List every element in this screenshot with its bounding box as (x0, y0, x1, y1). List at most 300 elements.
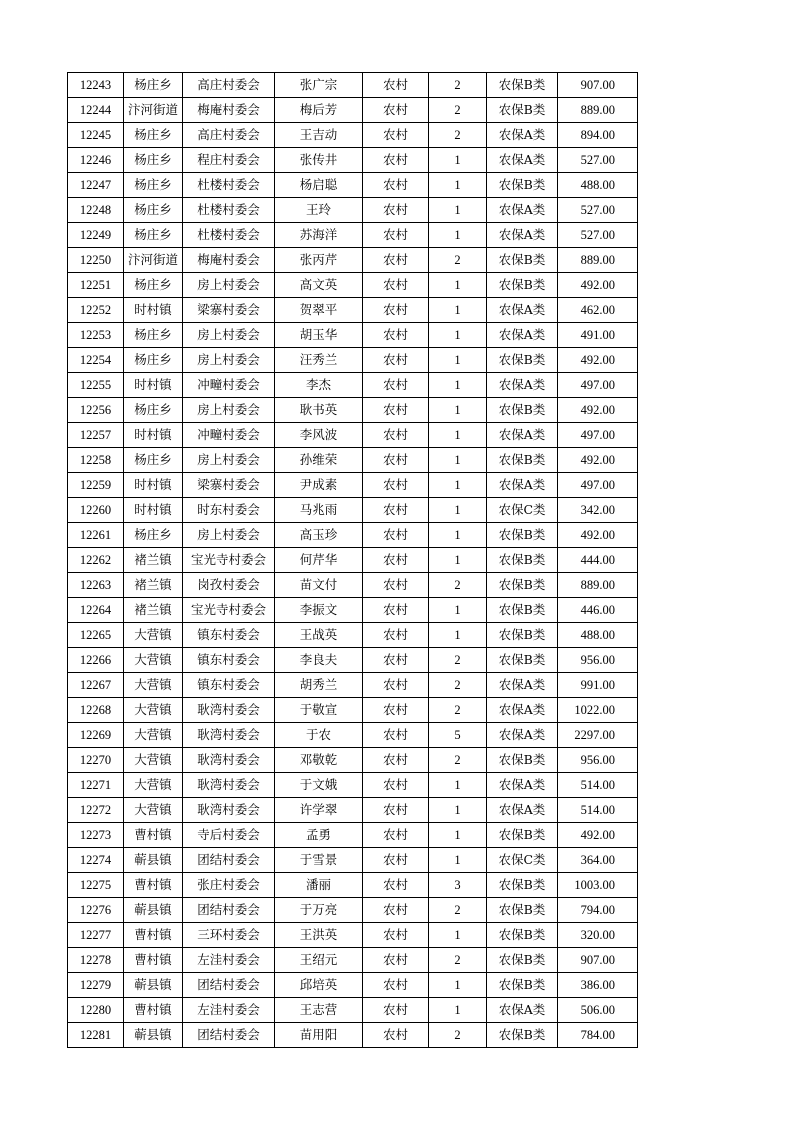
amount-cell: 497.00 (558, 423, 638, 448)
table-row (68, 273, 638, 298)
person-count-cell: 1 (429, 798, 487, 823)
record-id-cell: 12247 (68, 173, 124, 198)
category-cell: 农保B类 (487, 248, 558, 273)
category-cell: 农保A类 (487, 423, 558, 448)
category-cell: 农保B类 (487, 273, 558, 298)
household-type-cell: 农村 (363, 748, 429, 773)
table-row (68, 123, 638, 148)
record-id-cell: 12248 (68, 198, 124, 223)
table-row (68, 473, 638, 498)
village-cell: 杜楼村委会 (183, 223, 275, 248)
category-cell: 农保A类 (487, 473, 558, 498)
record-id-cell: 12265 (68, 623, 124, 648)
town-cell: 蕲县镇 (124, 973, 183, 998)
category-cell: 农保B类 (487, 823, 558, 848)
person-name-cell: 邓敬乾 (275, 748, 363, 773)
amount-cell: 492.00 (558, 348, 638, 373)
category-cell: 农保B类 (487, 98, 558, 123)
person-count-cell: 2 (429, 673, 487, 698)
town-cell: 时村镇 (124, 473, 183, 498)
category-cell: 农保A类 (487, 698, 558, 723)
person-count-cell: 1 (429, 598, 487, 623)
household-type-cell: 农村 (363, 673, 429, 698)
village-cell: 耿湾村委会 (183, 698, 275, 723)
record-id-cell: 12268 (68, 698, 124, 723)
record-id-cell: 12251 (68, 273, 124, 298)
person-name-cell: 于万亮 (275, 898, 363, 923)
category-cell: 农保A类 (487, 773, 558, 798)
amount-cell: 492.00 (558, 523, 638, 548)
table-row (68, 523, 638, 548)
record-id-cell: 12269 (68, 723, 124, 748)
village-cell: 宝光寺村委会 (183, 548, 275, 573)
record-id-cell: 12244 (68, 98, 124, 123)
person-name-cell: 李良夫 (275, 648, 363, 673)
category-cell: 农保B类 (487, 873, 558, 898)
category-cell: 农保B类 (487, 648, 558, 673)
amount-cell: 514.00 (558, 798, 638, 823)
town-cell: 汴河街道 (124, 248, 183, 273)
village-cell: 房上村委会 (183, 398, 275, 423)
person-count-cell: 1 (429, 473, 487, 498)
town-cell: 杨庄乡 (124, 73, 183, 98)
town-cell: 时村镇 (124, 373, 183, 398)
record-id-cell: 12256 (68, 398, 124, 423)
household-type-cell: 农村 (363, 523, 429, 548)
household-type-cell: 农村 (363, 623, 429, 648)
household-type-cell: 农村 (363, 573, 429, 598)
amount-cell: 497.00 (558, 373, 638, 398)
town-cell: 汴河街道 (124, 98, 183, 123)
category-cell: 农保A类 (487, 998, 558, 1023)
record-id-cell: 12258 (68, 448, 124, 473)
record-id-cell: 12259 (68, 473, 124, 498)
table-row (68, 673, 638, 698)
town-cell: 杨庄乡 (124, 173, 183, 198)
amount-cell: 907.00 (558, 948, 638, 973)
village-cell: 耿湾村委会 (183, 798, 275, 823)
record-id-cell: 12257 (68, 423, 124, 448)
amount-cell: 386.00 (558, 973, 638, 998)
amount-cell: 320.00 (558, 923, 638, 948)
category-cell: 农保A类 (487, 323, 558, 348)
town-cell: 时村镇 (124, 298, 183, 323)
town-cell: 杨庄乡 (124, 273, 183, 298)
amount-cell: 527.00 (558, 223, 638, 248)
table-row (68, 898, 638, 923)
record-id-cell: 12261 (68, 523, 124, 548)
category-cell: 农保A类 (487, 723, 558, 748)
amount-cell: 342.00 (558, 498, 638, 523)
household-type-cell: 农村 (363, 73, 429, 98)
person-name-cell: 苏海洋 (275, 223, 363, 248)
person-name-cell: 王绍元 (275, 948, 363, 973)
table-row (68, 998, 638, 1023)
person-count-cell: 2 (429, 248, 487, 273)
category-cell: 农保B类 (487, 948, 558, 973)
table-row (68, 848, 638, 873)
household-type-cell: 农村 (363, 973, 429, 998)
category-cell: 农保B类 (487, 448, 558, 473)
town-cell: 杨庄乡 (124, 148, 183, 173)
household-type-cell: 农村 (363, 273, 429, 298)
village-cell: 耿湾村委会 (183, 773, 275, 798)
record-id-cell: 12281 (68, 1023, 124, 1048)
person-count-cell: 1 (429, 323, 487, 348)
person-count-cell: 2 (429, 123, 487, 148)
amount-cell: 2297.00 (558, 723, 638, 748)
village-cell: 时东村委会 (183, 498, 275, 523)
person-name-cell: 李振文 (275, 598, 363, 623)
person-count-cell: 1 (429, 623, 487, 648)
category-cell: 农保B类 (487, 923, 558, 948)
record-id-cell: 12250 (68, 248, 124, 273)
town-cell: 褚兰镇 (124, 548, 183, 573)
table-row (68, 223, 638, 248)
village-cell: 岗孜村委会 (183, 573, 275, 598)
household-type-cell: 农村 (363, 723, 429, 748)
person-name-cell: 潘丽 (275, 873, 363, 898)
household-type-cell: 农村 (363, 923, 429, 948)
table-row (68, 548, 638, 573)
village-cell: 程庄村委会 (183, 148, 275, 173)
amount-cell: 889.00 (558, 98, 638, 123)
person-name-cell: 张传井 (275, 148, 363, 173)
household-type-cell: 农村 (363, 223, 429, 248)
household-type-cell: 农村 (363, 798, 429, 823)
record-id-cell: 12277 (68, 923, 124, 948)
amount-cell: 497.00 (558, 473, 638, 498)
household-type-cell: 农村 (363, 398, 429, 423)
person-name-cell: 孙维荣 (275, 448, 363, 473)
town-cell: 曹村镇 (124, 823, 183, 848)
category-cell: 农保B类 (487, 348, 558, 373)
village-cell: 梁寨村委会 (183, 473, 275, 498)
household-type-cell: 农村 (363, 323, 429, 348)
person-name-cell: 于敬宣 (275, 698, 363, 723)
person-name-cell: 王吉动 (275, 123, 363, 148)
amount-cell: 514.00 (558, 773, 638, 798)
amount-cell: 462.00 (558, 298, 638, 323)
person-count-cell: 1 (429, 848, 487, 873)
table-row (68, 448, 638, 473)
town-cell: 曹村镇 (124, 873, 183, 898)
person-count-cell: 1 (429, 173, 487, 198)
person-name-cell: 胡秀兰 (275, 673, 363, 698)
person-count-cell: 3 (429, 873, 487, 898)
village-cell: 三环村委会 (183, 923, 275, 948)
person-count-cell: 1 (429, 423, 487, 448)
table-row (68, 173, 638, 198)
person-name-cell: 李杰 (275, 373, 363, 398)
record-id-cell: 12270 (68, 748, 124, 773)
person-count-cell: 2 (429, 898, 487, 923)
town-cell: 曹村镇 (124, 998, 183, 1023)
table-row (68, 823, 638, 848)
amount-cell: 492.00 (558, 823, 638, 848)
category-cell: 农保B类 (487, 548, 558, 573)
town-cell: 蕲县镇 (124, 898, 183, 923)
town-cell: 杨庄乡 (124, 123, 183, 148)
person-name-cell: 于农 (275, 723, 363, 748)
household-type-cell: 农村 (363, 98, 429, 123)
person-name-cell: 王战英 (275, 623, 363, 648)
amount-cell: 1022.00 (558, 698, 638, 723)
amount-cell: 527.00 (558, 148, 638, 173)
person-count-cell: 1 (429, 998, 487, 1023)
village-cell: 左洼村委会 (183, 998, 275, 1023)
person-count-cell: 1 (429, 398, 487, 423)
amount-cell: 956.00 (558, 748, 638, 773)
record-id-cell: 12254 (68, 348, 124, 373)
record-id-cell: 12271 (68, 773, 124, 798)
category-cell: 农保B类 (487, 398, 558, 423)
village-cell: 高庄村委会 (183, 73, 275, 98)
person-name-cell: 马兆雨 (275, 498, 363, 523)
record-id-cell: 12245 (68, 123, 124, 148)
table-row (68, 423, 638, 448)
person-count-cell: 2 (429, 648, 487, 673)
person-count-cell: 1 (429, 523, 487, 548)
table-row (68, 798, 638, 823)
town-cell: 蕲县镇 (124, 848, 183, 873)
person-name-cell: 胡玉华 (275, 323, 363, 348)
category-cell: 农保A类 (487, 148, 558, 173)
village-cell: 镇东村委会 (183, 623, 275, 648)
village-cell: 冲疃村委会 (183, 423, 275, 448)
town-cell: 大营镇 (124, 723, 183, 748)
town-cell: 大营镇 (124, 623, 183, 648)
record-id-cell: 12253 (68, 323, 124, 348)
village-cell: 镇东村委会 (183, 673, 275, 698)
table-row (68, 973, 638, 998)
person-name-cell: 尹成素 (275, 473, 363, 498)
category-cell: 农保B类 (487, 748, 558, 773)
table-row (68, 923, 638, 948)
record-id-cell: 12278 (68, 948, 124, 973)
amount-cell: 488.00 (558, 623, 638, 648)
person-count-cell: 1 (429, 348, 487, 373)
table-row (68, 498, 638, 523)
town-cell: 杨庄乡 (124, 198, 183, 223)
person-count-cell: 2 (429, 698, 487, 723)
town-cell: 时村镇 (124, 498, 183, 523)
person-name-cell: 耿书英 (275, 398, 363, 423)
record-id-cell: 12276 (68, 898, 124, 923)
village-cell: 张庄村委会 (183, 873, 275, 898)
person-count-cell: 1 (429, 773, 487, 798)
household-type-cell: 农村 (363, 248, 429, 273)
village-cell: 房上村委会 (183, 448, 275, 473)
amount-cell: 492.00 (558, 273, 638, 298)
village-cell: 房上村委会 (183, 323, 275, 348)
person-count-cell: 2 (429, 748, 487, 773)
person-name-cell: 许学翠 (275, 798, 363, 823)
village-cell: 团结村委会 (183, 973, 275, 998)
category-cell: 农保A类 (487, 373, 558, 398)
household-type-cell: 农村 (363, 848, 429, 873)
table-row (68, 1023, 638, 1048)
person-name-cell: 苗用阳 (275, 1023, 363, 1048)
person-name-cell: 王玲 (275, 198, 363, 223)
record-id-cell: 12275 (68, 873, 124, 898)
record-id-cell: 12255 (68, 373, 124, 398)
person-count-cell: 1 (429, 448, 487, 473)
amount-cell: 444.00 (558, 548, 638, 573)
person-name-cell: 于雪景 (275, 848, 363, 873)
table-row (68, 373, 638, 398)
person-count-cell: 1 (429, 223, 487, 248)
person-count-cell: 1 (429, 273, 487, 298)
person-count-cell: 1 (429, 923, 487, 948)
household-type-cell: 农村 (363, 648, 429, 673)
person-count-cell: 1 (429, 548, 487, 573)
household-type-cell: 农村 (363, 898, 429, 923)
record-id-cell: 12267 (68, 673, 124, 698)
town-cell: 大营镇 (124, 698, 183, 723)
village-cell: 房上村委会 (183, 523, 275, 548)
category-cell: 农保B类 (487, 173, 558, 198)
amount-cell: 991.00 (558, 673, 638, 698)
household-type-cell: 农村 (363, 948, 429, 973)
person-count-cell: 5 (429, 723, 487, 748)
person-name-cell: 张广宗 (275, 73, 363, 98)
record-id-cell: 12273 (68, 823, 124, 848)
village-cell: 镇东村委会 (183, 648, 275, 673)
household-type-cell: 农村 (363, 998, 429, 1023)
category-cell: 农保B类 (487, 898, 558, 923)
household-type-cell: 农村 (363, 173, 429, 198)
household-type-cell: 农村 (363, 198, 429, 223)
household-type-cell: 农村 (363, 498, 429, 523)
household-type-cell: 农村 (363, 148, 429, 173)
record-id-cell: 12280 (68, 998, 124, 1023)
data-table (67, 72, 638, 1048)
amount-cell: 491.00 (558, 323, 638, 348)
person-count-cell: 2 (429, 73, 487, 98)
category-cell: 农保A类 (487, 673, 558, 698)
person-name-cell: 李风波 (275, 423, 363, 448)
category-cell: 农保A类 (487, 198, 558, 223)
town-cell: 大营镇 (124, 773, 183, 798)
table-row (68, 598, 638, 623)
person-name-cell: 何芹华 (275, 548, 363, 573)
town-cell: 大营镇 (124, 748, 183, 773)
table-row (68, 248, 638, 273)
category-cell: 农保A类 (487, 798, 558, 823)
person-count-cell: 1 (429, 973, 487, 998)
category-cell: 农保A类 (487, 123, 558, 148)
person-name-cell: 王志营 (275, 998, 363, 1023)
town-cell: 褚兰镇 (124, 573, 183, 598)
person-count-cell: 1 (429, 823, 487, 848)
record-id-cell: 12279 (68, 973, 124, 998)
town-cell: 大营镇 (124, 648, 183, 673)
amount-cell: 889.00 (558, 248, 638, 273)
household-type-cell: 农村 (363, 873, 429, 898)
village-cell: 杜楼村委会 (183, 173, 275, 198)
household-type-cell: 农村 (363, 423, 429, 448)
town-cell: 大营镇 (124, 673, 183, 698)
table-row (68, 398, 638, 423)
town-cell: 大营镇 (124, 798, 183, 823)
household-type-cell: 农村 (363, 548, 429, 573)
village-cell: 梁寨村委会 (183, 298, 275, 323)
town-cell: 褚兰镇 (124, 598, 183, 623)
town-cell: 杨庄乡 (124, 348, 183, 373)
person-name-cell: 苗文付 (275, 573, 363, 598)
person-count-cell: 1 (429, 498, 487, 523)
table-row (68, 948, 638, 973)
person-name-cell: 高文英 (275, 273, 363, 298)
category-cell: 农保B类 (487, 73, 558, 98)
household-type-cell: 农村 (363, 373, 429, 398)
record-id-cell: 12272 (68, 798, 124, 823)
person-count-cell: 1 (429, 373, 487, 398)
amount-cell: 506.00 (558, 998, 638, 1023)
person-name-cell: 邱培英 (275, 973, 363, 998)
person-name-cell: 贺翠平 (275, 298, 363, 323)
category-cell: 农保A类 (487, 223, 558, 248)
household-type-cell: 农村 (363, 348, 429, 373)
household-type-cell: 农村 (363, 1023, 429, 1048)
household-type-cell: 农村 (363, 773, 429, 798)
village-cell: 团结村委会 (183, 898, 275, 923)
record-id-cell: 12266 (68, 648, 124, 673)
person-count-cell: 1 (429, 148, 487, 173)
village-cell: 团结村委会 (183, 1023, 275, 1048)
table-row (68, 323, 638, 348)
person-name-cell: 汪秀兰 (275, 348, 363, 373)
person-count-cell: 2 (429, 948, 487, 973)
amount-cell: 1003.00 (558, 873, 638, 898)
household-type-cell: 农村 (363, 823, 429, 848)
record-id-cell: 12263 (68, 573, 124, 598)
town-cell: 杨庄乡 (124, 223, 183, 248)
town-cell: 杨庄乡 (124, 398, 183, 423)
amount-cell: 907.00 (558, 73, 638, 98)
table-row (68, 873, 638, 898)
table-row (68, 298, 638, 323)
village-cell: 寺后村委会 (183, 823, 275, 848)
person-count-cell: 1 (429, 298, 487, 323)
town-cell: 时村镇 (124, 423, 183, 448)
household-type-cell: 农村 (363, 698, 429, 723)
amount-cell: 784.00 (558, 1023, 638, 1048)
category-cell: 农保A类 (487, 298, 558, 323)
table-row (68, 148, 638, 173)
village-cell: 梅庵村委会 (183, 248, 275, 273)
person-name-cell: 孟勇 (275, 823, 363, 848)
person-name-cell: 于文娥 (275, 773, 363, 798)
table-row (68, 773, 638, 798)
record-id-cell: 12262 (68, 548, 124, 573)
village-cell: 房上村委会 (183, 348, 275, 373)
household-type-cell: 农村 (363, 473, 429, 498)
village-cell: 高庄村委会 (183, 123, 275, 148)
amount-cell: 492.00 (558, 398, 638, 423)
table-row (68, 573, 638, 598)
village-cell: 左洼村委会 (183, 948, 275, 973)
village-cell: 梅庵村委会 (183, 98, 275, 123)
person-count-cell: 2 (429, 98, 487, 123)
record-id-cell: 12274 (68, 848, 124, 873)
village-cell: 杜楼村委会 (183, 198, 275, 223)
amount-cell: 446.00 (558, 598, 638, 623)
category-cell: 农保C类 (487, 848, 558, 873)
town-cell: 杨庄乡 (124, 448, 183, 473)
person-count-cell: 1 (429, 198, 487, 223)
